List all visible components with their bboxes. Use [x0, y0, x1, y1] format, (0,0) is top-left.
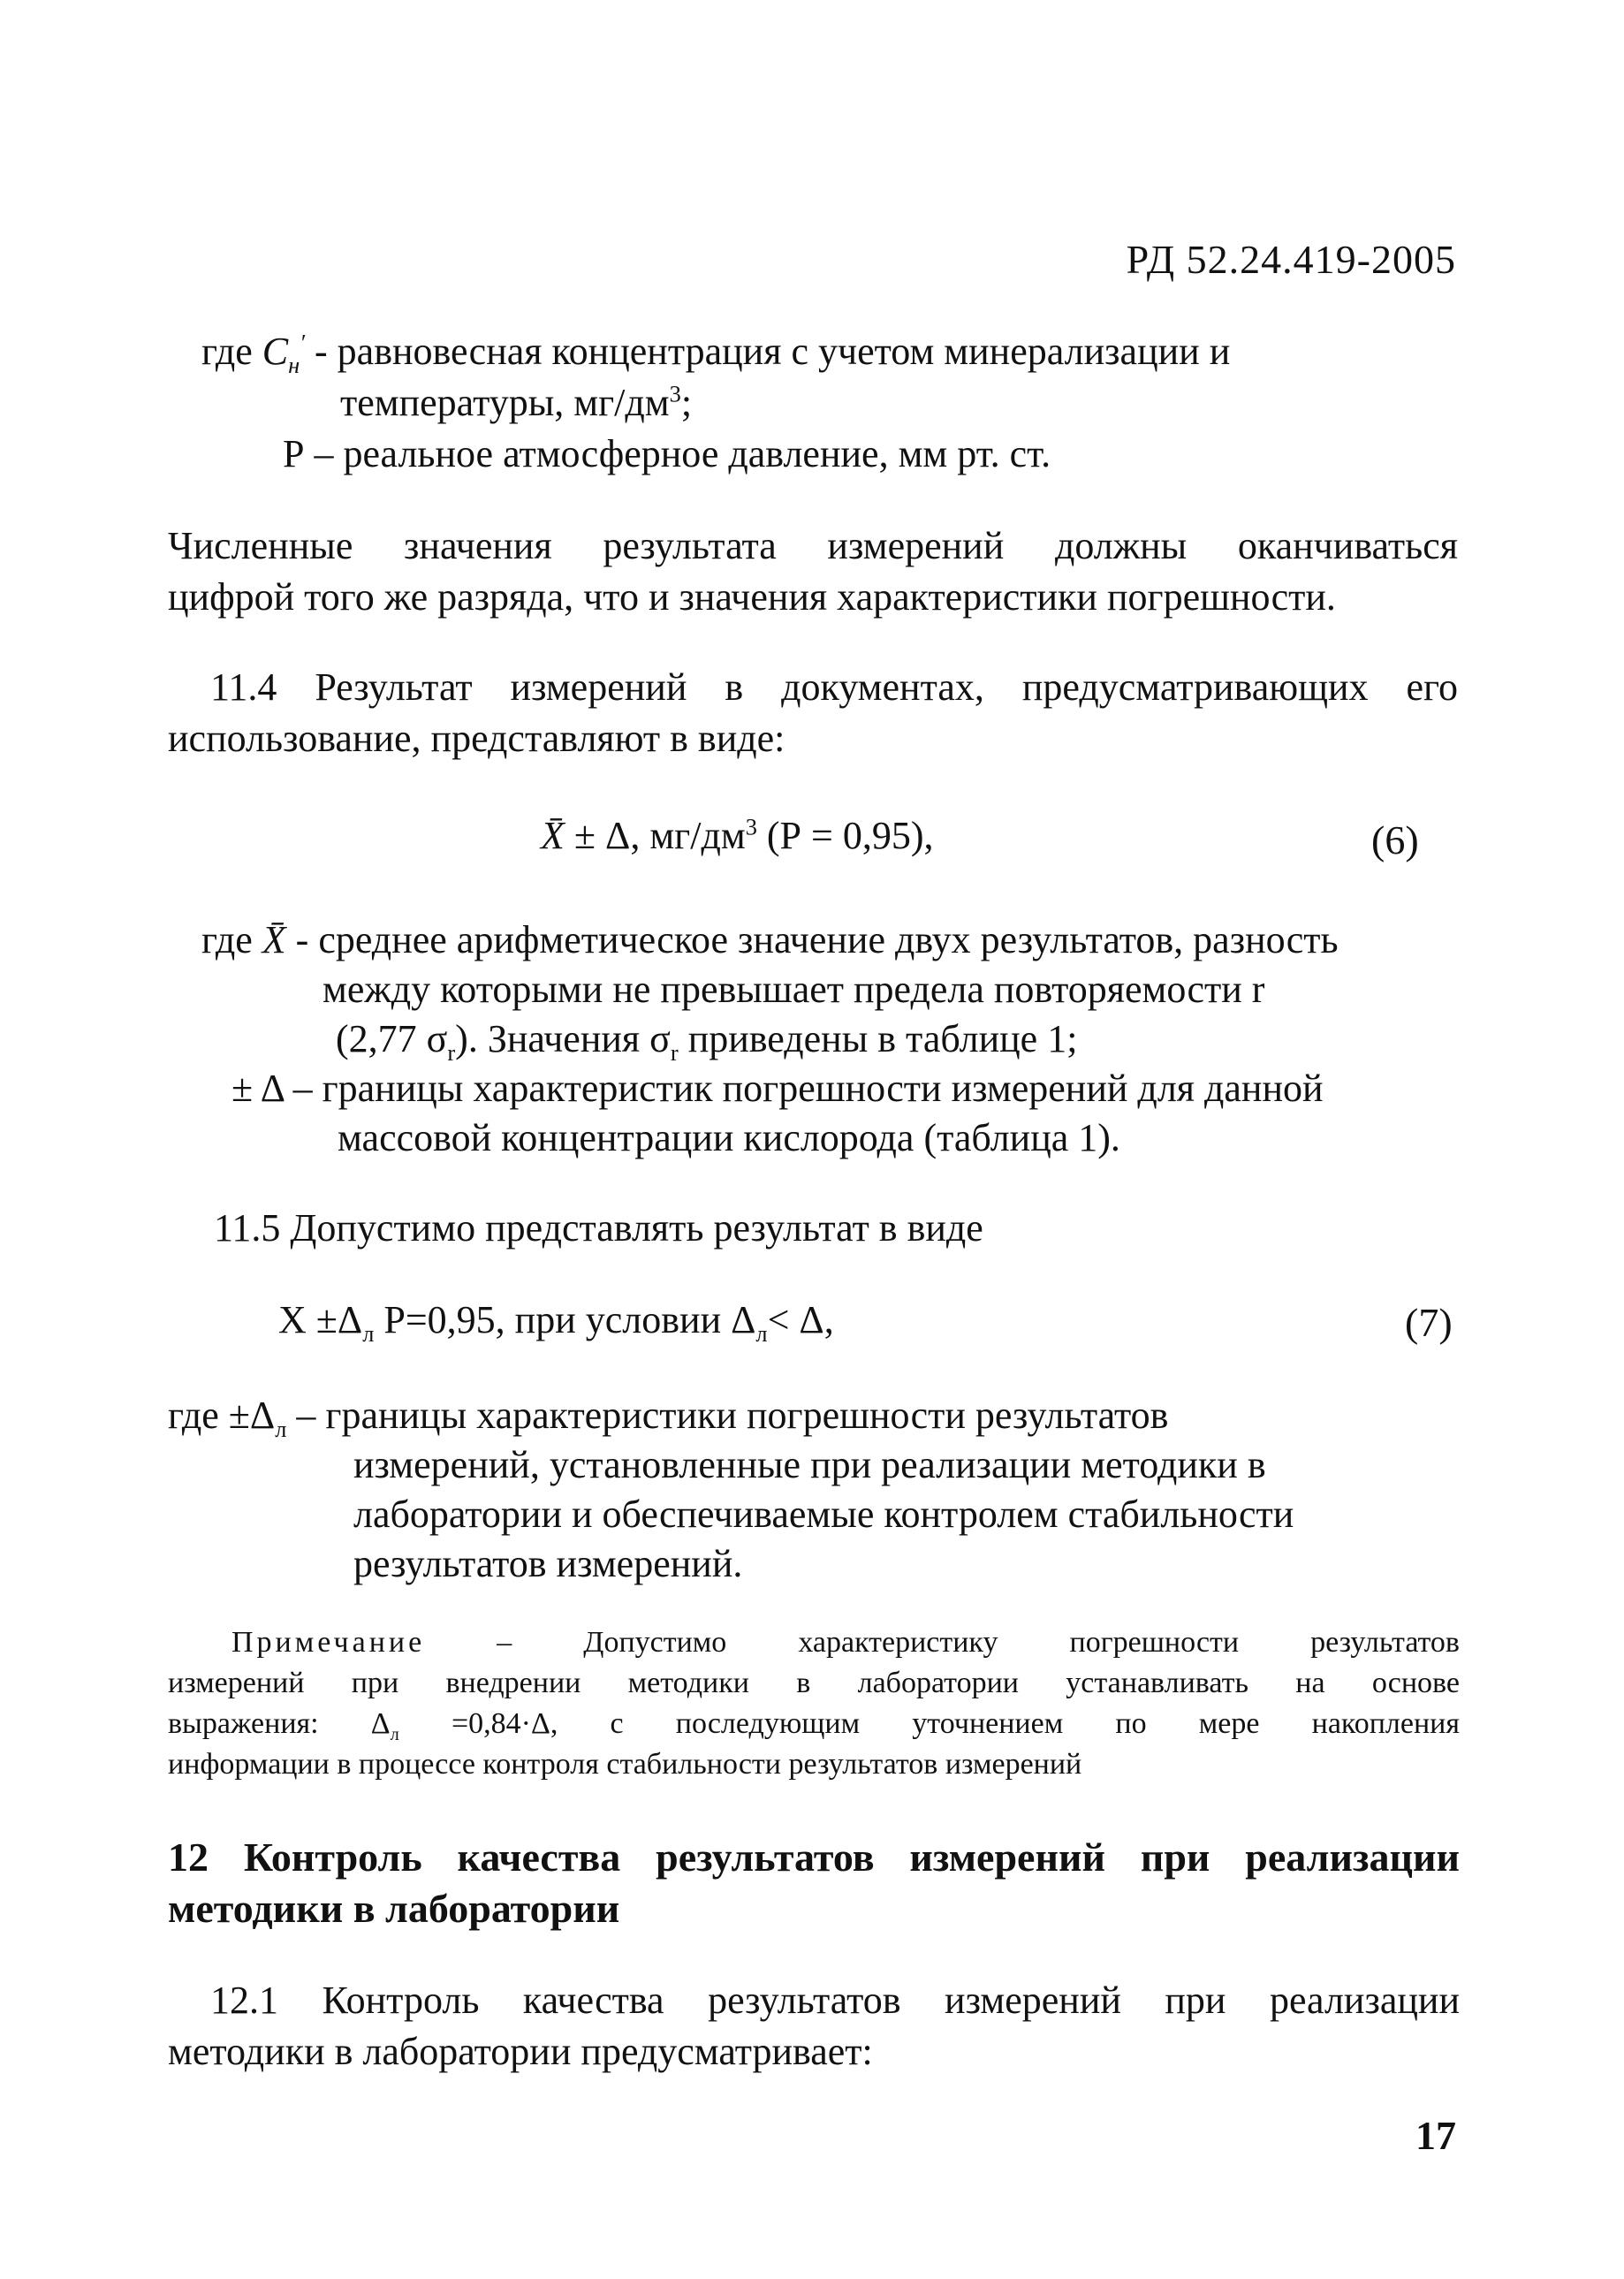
section-11-4-line: использование, представляют в виде: — [168, 717, 785, 760]
page-number: 17 — [1415, 2113, 1456, 2158]
section-11-4-line: 11.4 Результат измерений в документах, предусматривающих его — [210, 665, 1458, 709]
where-c-line-2: температуры, $мг/дм^3$; — [340, 380, 693, 424]
where-x-line-3: (2,77 $\sigma_r$). Значения $\sigma_r$ приведены в таблице 1; — [336, 1017, 1078, 1066]
document-code: РД 52.24.419-2005 — [1126, 237, 1456, 282]
where-x-line-2: между которыми не превышает предела повторяемости r — [323, 968, 1265, 1011]
formula-7: $Х \pm\Delta_л$ Р=0,95, при условии $\Delta_л< \Delta$, — [278, 1298, 834, 1347]
where-delta-l-line-3: лаборатории и обеспечиваемые контролем стабильности — [353, 1493, 1294, 1536]
section-12-1-line: 12.1 Контроль качества результатов измерений при реализации — [210, 1979, 1460, 2022]
equation-number-7: (7) — [1405, 1300, 1453, 1345]
paragraph-line: Численные значения результата измерений должны оканчиваться — [168, 524, 1458, 567]
note-label: Примечание — [231, 1626, 426, 1659]
section-12-heading-line-2: методики в лаборатории — [168, 1886, 620, 1931]
where-x-line-1: где X̄ - среднее арифметическое значение двух результатов, разность — [201, 918, 1339, 961]
equation-number-6: (6) — [1371, 817, 1419, 862]
note-line-2: измерений при внедрении методики в лаборатории устанавливать на основе — [168, 1667, 1460, 1699]
section-11-5-line: 11.5 Допустимо представлять результат в виде — [214, 1206, 983, 1250]
where-p-line: Р – реальное атмосферное давление, мм рт. ст. — [283, 432, 1051, 475]
section-12-heading: 12 Контроль качества результатов измерений при реализации — [168, 1835, 1460, 1880]
where-delta-line-2: массовой концентрации кислорода (таблица 1). — [338, 1116, 1120, 1159]
note-line-4: информации в процессе контроля стабильности результатов измерений — [168, 1748, 1082, 1781]
section-12-1-line-2: методики в лаборатории предусматривает: — [168, 2030, 873, 2073]
paragraph-line: цифрой того же разряда, что и значения характеристики погрешности. — [168, 575, 1336, 619]
where-c-line-1: где $C_н'$ - равновесная концентрация с учетом минерализации и — [201, 329, 1231, 378]
where-delta-l-line-4: результатов измерений. — [353, 1542, 743, 1585]
formula-6: X̄ ± Δ, $мг/дм^3$ (Р = 0,95), — [541, 813, 934, 857]
note-line-1: Примечание – Допустимо характеристику погрешности результатов — [231, 1626, 1460, 1659]
where-delta-l-line-1: где $\pm\Delta_л$ – границы характеристики погрешности результатов — [168, 1394, 1169, 1442]
where-delta-line-1: ± Δ – границы характеристик погрешности измерений для данной — [231, 1067, 1324, 1110]
note-line-3: выражения: $\Delta_л =0,84\cdot\Delta$, с последующим уточнением по мере накопления — [168, 1707, 1460, 1744]
where-delta-l-line-2: измерений, установленные при реализации методики в — [353, 1443, 1266, 1486]
